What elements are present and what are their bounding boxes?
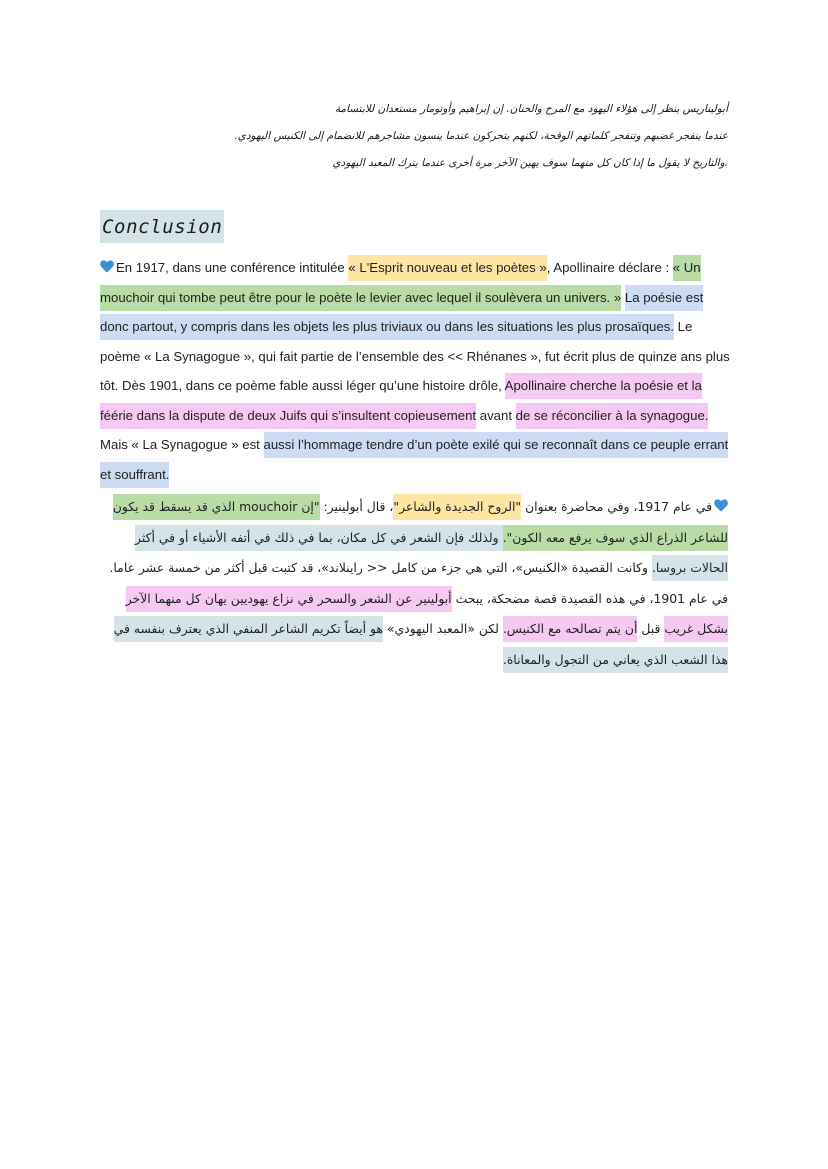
intro-line: .والتاريخ لا يقول ما إذا كان كل منهما سوف يهين الآخر مرة أخرى عندما يترك المعبد اليهودي	[332, 157, 728, 169]
french-conclusion-paragraph	[100, 253, 730, 489]
ar-text: ، قال أبولينير:	[319, 499, 394, 514]
fr-highlight-poetry-everywhere: La poésie est donc partout, y compris dans les objets les plus triviaux ou dans les situations les plus prosaïques.	[100, 285, 703, 341]
fr-highlight-dispute: Apollinaire cherche la poésie et la féérie dans la dispute de deux Juifs qui s’insultent copieusement	[100, 373, 702, 429]
ar-highlight-homage: هو أيضاً تكريم الشاعر المنفي الذي يعترف بنفسه في هذا الشعب الذي يعاني من التجول والمعاناة.	[114, 616, 728, 673]
arabic-intro-paragraph	[100, 96, 728, 177]
fr-highlight-reconcile: de se réconcilier à la synagogue.	[516, 403, 709, 429]
ar-text: في عام 1917، وفي محاضرة بعنوان	[521, 499, 712, 514]
intro-line: أبوليناريس ينظر إلى هؤلاء اليهود مع المرح والحنان. إن إبراهيم وأوتومار مستعدان للابتسامة	[334, 103, 728, 115]
ar-highlight-reconcile: أن يتم تصالحه مع الكنيس.	[503, 616, 638, 642]
ar-highlight-title: "الروح الجديدة والشاعر"	[393, 494, 521, 520]
fr-highlight-quote: « Un mouchoir qui tombe peut être pour le poète le levier avec lequel il soulèvera un univers. »	[100, 255, 701, 311]
blue-heart-icon	[100, 260, 114, 273]
ar-highlight-dispute: أبولينير عن الشعر والسحر في نزاع يهوديين يهان كل منهما الآخر بشكل غريب	[126, 586, 728, 643]
ar-text: لكن «المعبد اليهودي»	[382, 621, 503, 636]
ar-highlight-poetry-everywhere: ولذلك فإن الشعر في كل مكان، بما في ذلك في أتفه الأشياء أو في أكثر الحالات بروسا.	[135, 525, 728, 582]
fr-text: Le poème « La Synagogue », qui fait partie de l’ensemble des << Rhénanes », fut écrit plus de quinze ans plus tôt. Dès 1901, dans ce poème fable aussi léger qu’une histoire drôle,	[100, 319, 730, 393]
ar-text: قبل	[637, 621, 665, 636]
intro-line: عندما ينفجر غضبهم وتنفجر كلماتهم الوقحة، لكنهم يتحركون عندما ينسون مشاجرهم للانضمام إلى الكنيس اليهودي.	[234, 130, 728, 142]
fr-text: En 1917, dans une conférence intitulée	[116, 260, 349, 275]
fr-text: Mais « La Synagogue » est	[100, 437, 264, 452]
ar-highlight-quote: "إن mouchoir الذي قد يسقط قد يكون للشاعر الذراع الذي سوف يرفع معه الكون".	[113, 494, 728, 551]
fr-text: avant	[476, 407, 516, 423]
arabic-conclusion-paragraph	[100, 492, 728, 675]
blue-heart-icon	[714, 499, 728, 512]
fr-highlight-homage: aussi l’hommage tendre d’un poète exilé qui se reconnaît dans ce peuple errant et souffrant.	[100, 432, 728, 488]
fr-text: , Apollinaire déclare :	[546, 260, 673, 275]
conclusion-heading: Conclusion	[100, 210, 224, 243]
ar-text: وكانت القصيدة «الكنيس»، التي هي جزء من كامل << راينلاند»، قد كتبت قبل أكثر من خمسة عشر عاما. في عام 1901، في هذه القصيدة قصة مضحكة، يبحث	[109, 560, 728, 606]
fr-highlight-title: « L'Esprit nouveau et les poètes »	[348, 255, 546, 281]
